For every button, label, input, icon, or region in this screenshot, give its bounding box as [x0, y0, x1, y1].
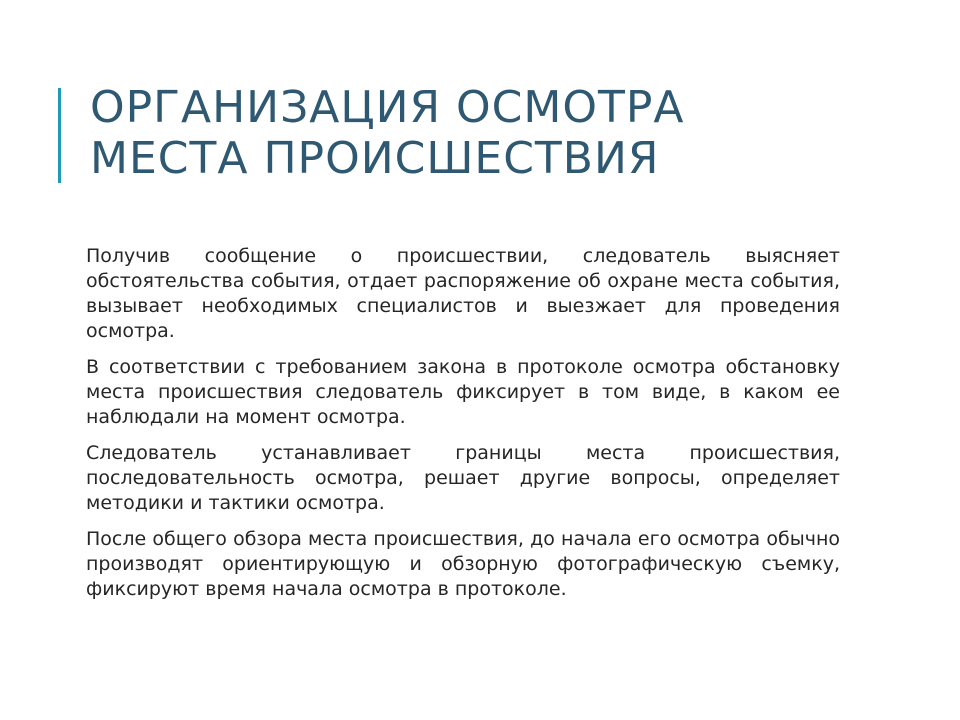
- slide-title-line-2: МЕСТА ПРОИСШЕСТВИЯ: [90, 133, 660, 184]
- body-paragraph-2: В соответствии с требованием закона в протоколе осмотра обстановку места происшествия следователь фиксирует в том виде, в каком ее наблюдали на момент осмотра.: [86, 356, 840, 428]
- slide-title: [90, 82, 910, 184]
- body-paragraph-4: После общего обзора места происшествия, до начала его осмотра обычно производят ориентирующую и обзорную фотографическую съемку, фиксируют время начала осмотра в протоколе.: [86, 528, 840, 600]
- title-accent-bar: [58, 88, 61, 183]
- slide-body: [86, 244, 840, 613]
- body-paragraph-1: Получив сообщение о происшествии, следователь выясняет обстоятельства события, отдает распоряжение об охране места события, вызывает необходимых специалистов и выезжает для проведения осмотра.: [86, 245, 840, 342]
- slide-title-line-1: ОРГАНИЗАЦИЯ ОСМОТРА: [90, 82, 685, 133]
- body-paragraph-3: Следователь устанавливает границы места происшествия, последовательность осмотра, решает другие вопросы, определяет методики и тактики осмотра.: [86, 442, 840, 514]
